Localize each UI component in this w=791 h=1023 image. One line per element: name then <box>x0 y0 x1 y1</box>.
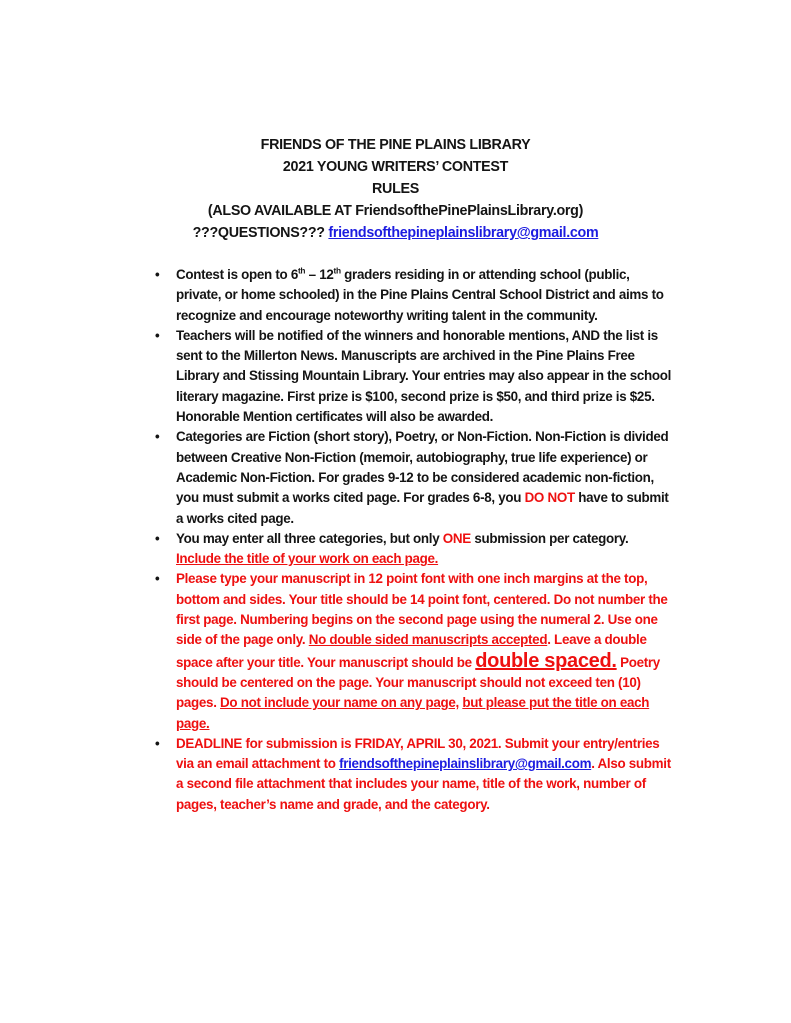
header-title-line: FRIENDS OF THE PINE PLAINS LIBRARY <box>260 137 531 153</box>
text-run: have to submit a works cited page. <box>176 490 669 526</box>
email-link[interactable]: friendsofthepineplainslibrary@gmail.com <box>328 225 599 241</box>
rules-list-item-formatting <box>176 569 675 733</box>
text-run: You may enter all three categories, but only <box>176 530 443 546</box>
rules-list-item-submission-limit <box>176 529 675 570</box>
text-run: th <box>333 265 341 276</box>
email-link-body[interactable]: friendsofthepineplainslibrary@gmail.com <box>339 756 592 772</box>
text-run: Poetry should be centered on the page. Your manuscript should not exceed ten (10) pages. <box>176 654 660 711</box>
text-run: No double sided manuscripts accepted <box>308 632 548 648</box>
text-run: – 12 <box>305 267 334 282</box>
text-run: . Also submit a second file attachment that includes your name, title of the work, number of pages, teacher’s name and grade, and the category. <box>176 756 671 812</box>
text-run: double spaced. <box>475 649 617 672</box>
text-run: Teachers will be notified of the winners and honorable mentions, AND the list is sent to the Millerton News. Manuscripts are archived in the Pine Plains Free Library and Stissing Mountain Library. Your entries may also appear in the school literary magazine. First prize is $100, second prize is $50, and third prize is $25. Honorable Mention certificates will also be awarded. <box>176 327 672 425</box>
text-run: submission per category. <box>470 530 629 546</box>
questions-label: ???QUESTIONS??? <box>192 225 329 241</box>
header-questions-line <box>0 222 791 244</box>
text-run: DO NOT <box>524 490 575 506</box>
text-run: DEADLINE for submission is FRIDAY, APRIL 30, 2021. Submit your entry/entries via an email attachment to <box>176 735 660 772</box>
text-run: Contest is open to 6 <box>176 267 298 282</box>
text-run: Include the title of your work on each page. <box>176 551 439 567</box>
rules-list <box>176 265 675 815</box>
rules-list-item-categories <box>176 427 675 528</box>
text-run: Do not include your name on any page, <box>220 695 459 711</box>
text-run: Categories are Fiction (short story), Poetry, or Non-Fiction. Non-Fiction is divided between Creative Non-Fiction (memoir, autobiography, true life experience) or Academic Non-Fiction. For grades 9-12 to be considered academic non-fiction, you must submit a works cited page. For grades 6-8, you <box>176 429 669 506</box>
text-run: Please type your manuscript in 12 point font with one inch margins at the top, bottom and sides. Your title should be 14 point font, centered. Do not number the first page. Numbering begins on the second page using the numeral 2. Use one side of the page only. <box>176 571 668 648</box>
rules-list-item-notification-prizes <box>176 326 675 427</box>
text-run: graders residing in or attending school (public, private, or home schooled) in the Pine Plains Central School District and aims to recognize and encourage noteworthy writing talent in the community. <box>176 267 664 323</box>
rules-list-item-eligibility <box>176 265 675 326</box>
text-run: but please put the title on each page. <box>176 695 650 731</box>
text-run: ONE <box>442 530 471 546</box>
header-website-line: (ALSO AVAILABLE AT FriendsofthePinePlainsLibrary.org) <box>207 203 584 219</box>
text-run: . Leave a double space after your title. Your manuscript should be <box>176 632 647 670</box>
header-rules-line: RULES <box>372 181 419 197</box>
header-contest-line: 2021 YOUNG WRITERS’ CONTEST <box>282 159 509 175</box>
rules-list-item-deadline <box>176 734 675 815</box>
document-header <box>0 134 791 244</box>
text-run: th <box>297 265 306 276</box>
